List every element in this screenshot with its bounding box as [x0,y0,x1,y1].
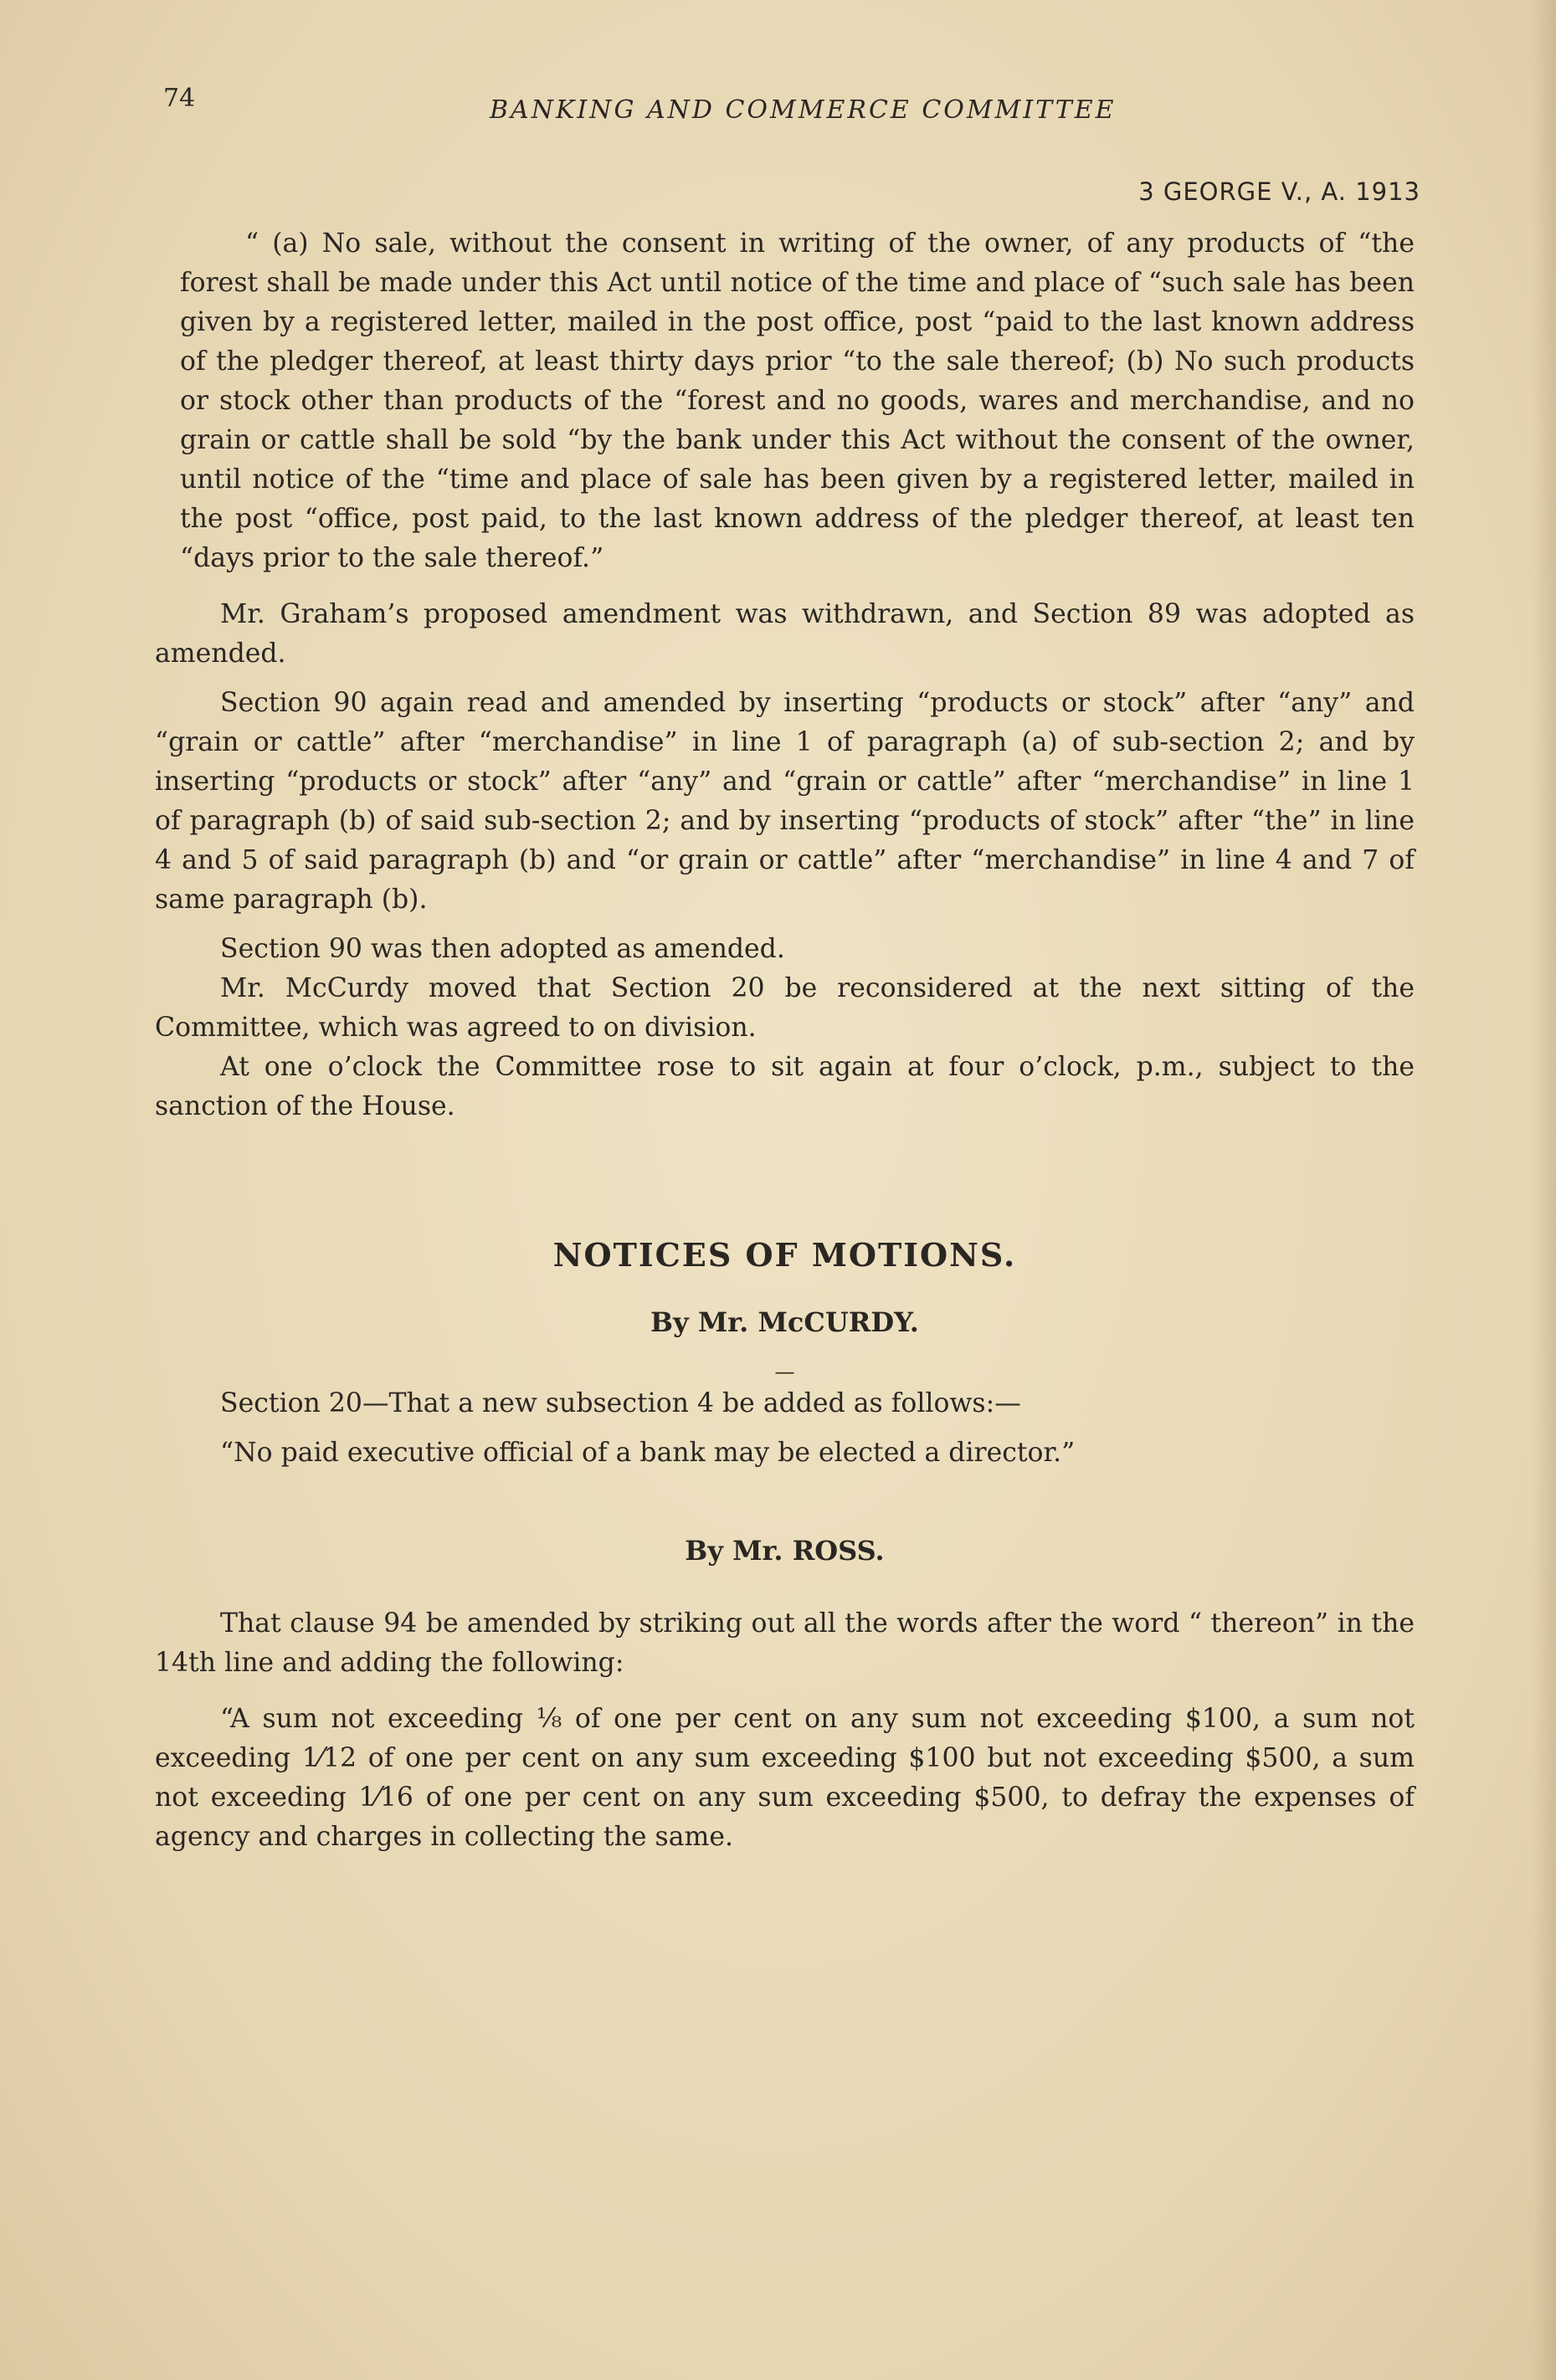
mccurdy-byline: By Mr. McCURDY. [650,1306,919,1338]
page-header [163,84,1419,134]
session-reference: 3 GEORGE V., A. 1913 [1138,177,1420,206]
byline-dash: — [774,1360,795,1383]
page-number: 74 [163,84,196,113]
ross-byline: By Mr. ROSS. [685,1535,885,1567]
adjournment-paragraph: At one o’clock the Committee rose to sit again at four o’clock, p.m., subject to the sanction of the House. [155,1052,1415,1121]
document-body [155,224,1415,1857]
ross-quote: “A sum not exceeding ⅛ of one per cent on any sum not exceeding $100, a sum not exceeding 1⁄12 of one per cent on any sum exceeding $100 but not exceeding $500, a sum not exceeding 1⁄16 of one per cent on any sum exceeding $500, to defray the expenses of agency and charges in collecting the same. [155,1704,1415,1852]
mccurdy-section-text: Section 20—That a new subsection 4 be added as follows:— [220,1388,1021,1418]
notices-heading: NOTICES OF MOTIONS. [552,1236,1017,1274]
running-title: BANKING AND COMMERCE COMMITTEE [490,95,1117,125]
mccurdy-motion-paragraph: Mr. McCurdy moved that Section 20 be reconsidered at the next sitting of the Committee, which was agreed to on division. [155,973,1415,1043]
section-90-amendment-paragraph: Section 90 again read and amended by inserting “products or stock” after “any” and “grain or cattle” after “merchandise” in line 1 of paragraph (a) of sub-section 2; and by inserting “products or stock” after “any” and “grain or cattle” after “merchandise” in line 1 of paragraph (b) of said sub-section 2; and by inserting “products of stock” after “the” in line 4 and 5 of said paragraph (b) and “or grain or cattle” after “merchandise” in line 4 and 7 of same paragraph (b). [155,688,1415,915]
mccurdy-quote: “No paid executive official of a bank may be elected a director.” [220,1438,1076,1468]
graham-amendment-paragraph: Mr. Graham’s proposed amendment was withdrawn, and Section 89 was adopted as amended. [155,599,1415,669]
quoted-clause: “ (a) No sale, without the consent in writing of the owner, of any products of “the forest shall be made under this Act until notice of the time and place of “such sale has been given by a registered letter, mailed in the post office, post “paid to the last known address of the pledger thereof, at least thirty days prior “to the sale thereof; (b) No such products or stock other than products of the “forest and no goods, wares and merchandise, and no grain or cattle shall be sold “by the bank under this Act without the consent of the owner, until notice of the “time and place of sale has been given by a registered letter, mailed in the post “office, post paid, to the last known address of the pledger thereof, at least ten “days prior to the sale thereof.” [180,228,1415,573]
ross-clause-text: That clause 94 be amended by striking out all the words after the word “ thereon” in the 14th line and adding the following: [155,1608,1415,1678]
page-edge-shadow [1533,0,1556,2380]
section-90-adopted-paragraph: Section 90 was then adopted as amended. [220,934,785,964]
